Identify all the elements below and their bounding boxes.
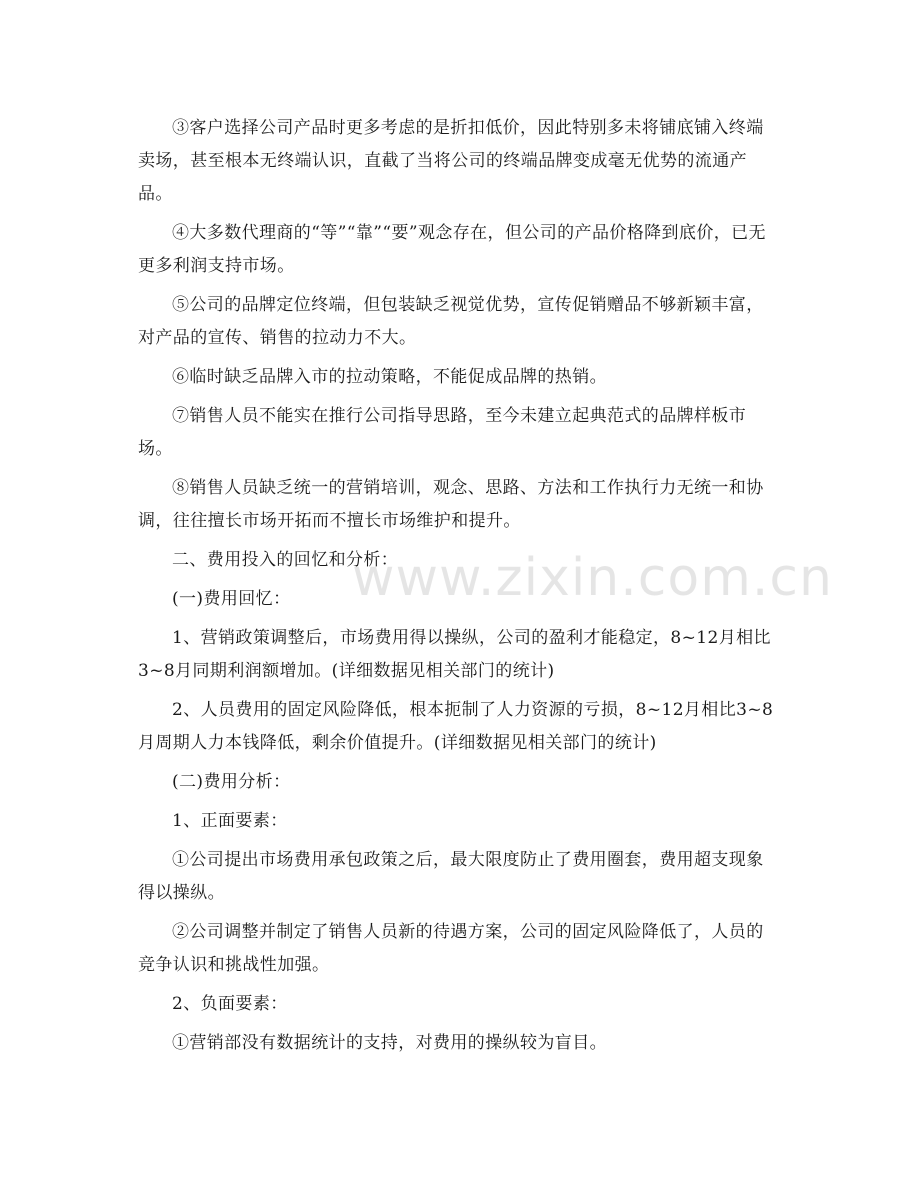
- paragraph-positive-2: ②公司调整并制定了销售人员新的待遇方案，公司的固定风险降低了，人员的竞争认识和挑战性加强。: [138, 922, 764, 975]
- paragraph-8: ⑧销售人员缺乏统一的营销培训，观念、思路、方法和工作执行力无统一和协调，往往擅长市场开拓而不擅长市场维护和提升。: [138, 478, 764, 531]
- subheading-cost-analysis: (二)费用分析：: [172, 772, 291, 792]
- paragraph-3: ③客户选择公司产品时更多考虑的是折扣低价，因此特别多未将铺底铺入终端卖场，甚至根本无终端认识，直截了当将公司的终端品牌变成毫无优势的流通产品。: [138, 118, 764, 204]
- section-heading-cost-review: 二、费用投入的回忆和分析：: [172, 550, 399, 570]
- paragraph-6: ⑥临时缺乏品牌入市的拉动策略，不能促成品牌的热销。: [172, 367, 607, 387]
- subheading-negative-factors: 2、负面要素：: [172, 994, 288, 1014]
- paragraph-4: ④大多数代理商的“等”“靠”“要”观念存在，但公司的产品价格降到底价，已无更多利润支持市场。: [138, 223, 766, 276]
- paragraph-negative-1: ①营销部没有数据统计的支持，对费用的操纵较为盲目。: [172, 1033, 607, 1053]
- subheading-positive-factors: 1、正面要素：: [172, 811, 288, 831]
- paragraph-7: ⑦销售人员不能实在推行公司指导思路，至今未建立起典范式的品牌样板市场。: [138, 406, 747, 459]
- paragraph-5: ⑤公司的品牌定位终端，但包装缺乏视觉优势，宣传促销赠品不够新颖丰富，对产品的宣传、销售的拉动力不大。: [138, 295, 764, 348]
- paragraph-positive-1: ①公司提出市场费用承包政策之后，最大限度防止了费用圈套，费用超支现象得以操纵。: [138, 850, 764, 903]
- paragraph-cost-item-2: 2、人员费用的固定风险降低，根本扼制了人力资源的亏损，8~12月相比3~8月周期人力本钱降低，剩余价值提升。(详细数据见相关部门的统计): [138, 700, 774, 753]
- document-body: [138, 112, 778, 1066]
- paragraph-cost-item-1: 1、营销政策调整后，市场费用得以操纵，公司的盈利才能稳定，8~12月相比3~8月同期利润额增加。(详细数据见相关部门的统计): [138, 628, 771, 681]
- watermark-text: www.zixin.com.cn: [352, 548, 833, 608]
- subheading-cost-recall: (一)费用回忆：: [172, 589, 291, 609]
